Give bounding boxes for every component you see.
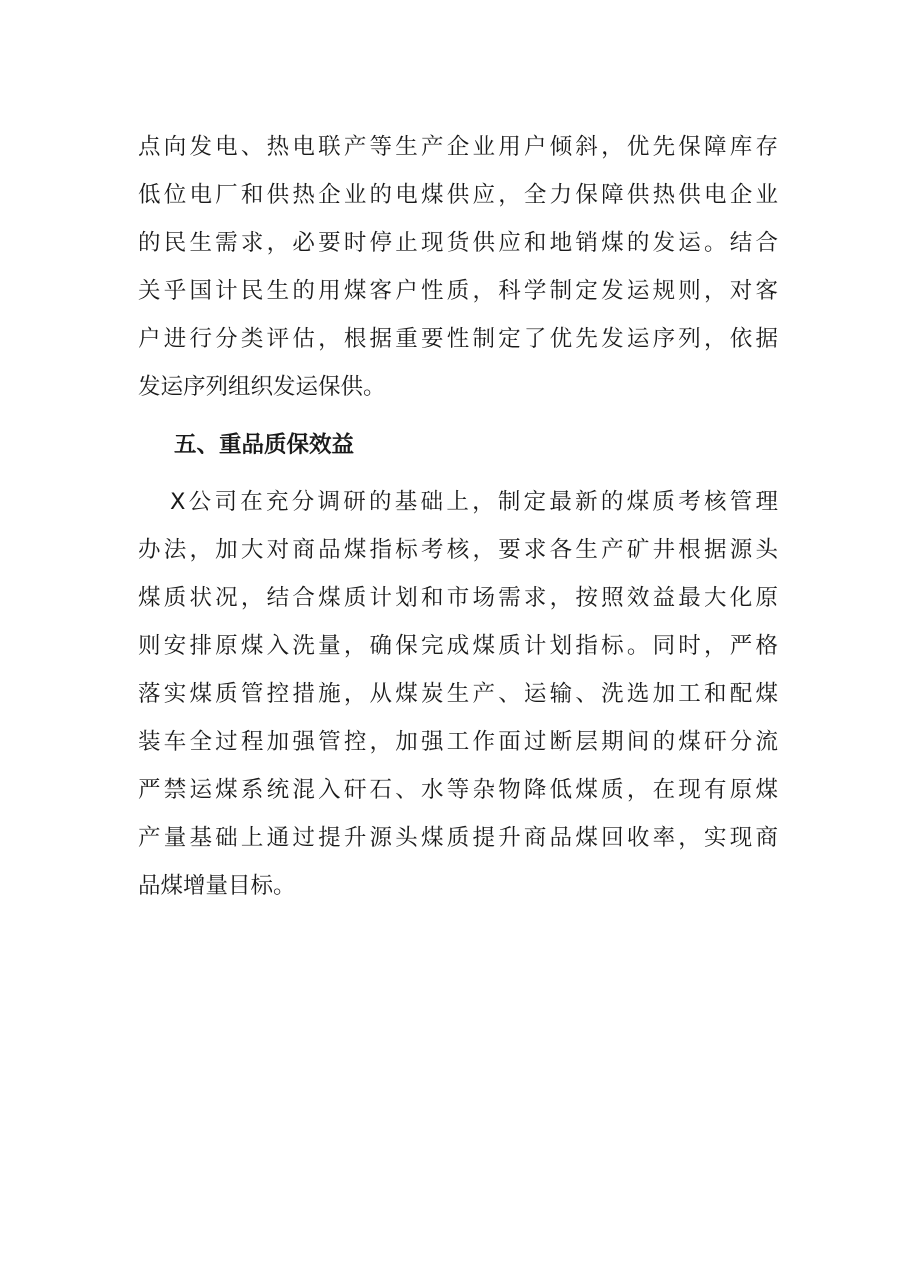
paragraph-line: 则安排原煤入洗量，确保完成煤质计划指标。同时，严格 [138,633,778,659]
paragraph-line: 严禁运煤系统混入矸石、水等杂物降低煤质，在现有原煤 [138,777,778,803]
paragraph-line: 煤质状况，结合煤质计划和市场需求，按照效益最大化原 [138,585,778,611]
paragraph-line: 户进行分类评估，根据重要性制定了优先发运序列，依据 [138,326,778,352]
paragraph-continuation [138,123,778,411]
section-heading: 五、重品质保效益 [174,432,355,458]
paragraph-line: 低位电厂和供热企业的电煤供应，全力保障供热供电企业 [138,182,778,208]
paragraph-line: 落实煤质管控措施，从煤炭生产、运输、洗选加工和配煤 [138,681,778,707]
paragraph-line: 装车全过程加强管控，加强工作面过断层期间的煤矸分流 [138,729,778,755]
paragraph-line: 办法，加大对商品煤指标考核，要求各生产矿井根据源头 [138,537,778,563]
paragraph-line: 关乎国计民生的用煤客户性质，科学制定发运规则，对客 [138,278,778,304]
paragraph-line: 点向发电、热电联产等生产企业用户倾斜，优先保障库存 [138,134,778,160]
paragraph-line: 品煤增量目标。 [138,873,296,899]
paragraph-line: X公司在充分调研的基础上，制定最新的煤质考核管理 [170,489,778,515]
paragraph-line: 发运序列组织发运保供。 [138,374,386,400]
paragraph-quality [138,478,778,910]
paragraph-line: 的民生需求，必要时停止现货供应和地销煤的发运。结合 [138,230,778,256]
paragraph-line: 产量基础上通过提升源头煤质提升商品煤回收率，实现商 [138,825,778,851]
